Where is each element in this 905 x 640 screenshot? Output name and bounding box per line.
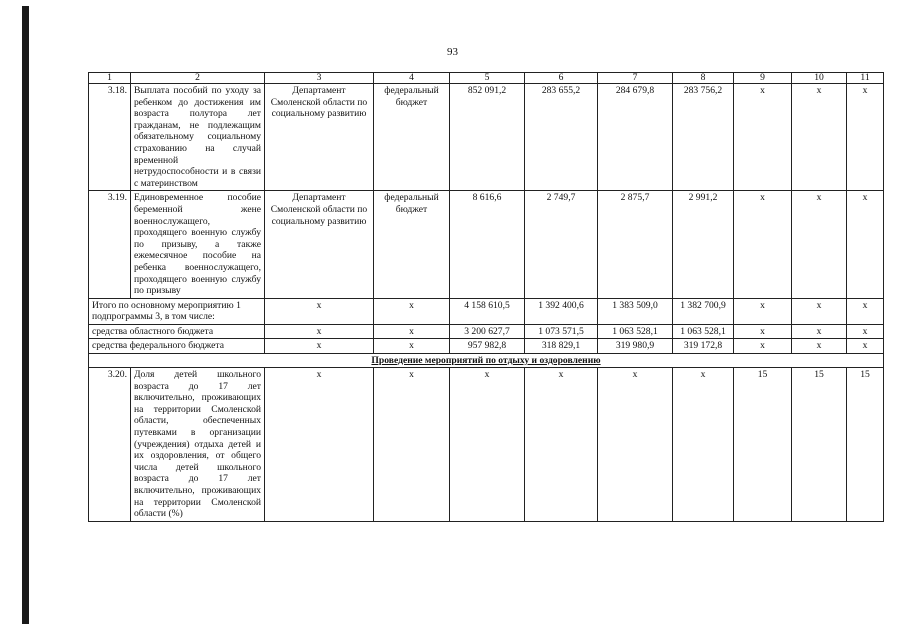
row-number: 3.18. [89, 84, 131, 191]
summary-col-3: x [265, 324, 374, 339]
indicator-1: x [734, 339, 792, 354]
summary-col-3: x [265, 339, 374, 354]
summary-col-4: x [374, 324, 450, 339]
year-1-amount: 2 749,7 [525, 191, 598, 298]
year-2-amount: 319 980,9 [598, 339, 673, 354]
indicator-3: 15 [847, 368, 884, 522]
indicator-1: x [734, 298, 792, 324]
table-row [89, 191, 884, 298]
year-2-amount: 1 383 509,0 [598, 298, 673, 324]
header-cell: 10 [792, 73, 847, 84]
funding-source: федеральный бюджет [374, 191, 450, 298]
year-2-amount: x [598, 368, 673, 522]
executor: Департамент Смоленской области по социальному развитию [265, 84, 374, 191]
indicator-2: x [792, 324, 847, 339]
activity-name: Единовременное пособие беременной жене военнослужащего, проходящего военную службу по призыву, а также ежемесячное пособие на ребенка военнослужащего, проходящего военную службу по призыву [131, 191, 265, 298]
summary-row-regional [89, 324, 884, 339]
indicator-1: 15 [734, 368, 792, 522]
summary-label: средства областного бюджета [89, 324, 265, 339]
header-cell: 6 [525, 73, 598, 84]
indicator-3: x [847, 191, 884, 298]
funding-source: x [374, 368, 450, 522]
row-number: 3.20. [89, 368, 131, 522]
header-cell: 9 [734, 73, 792, 84]
indicator-3: x [847, 298, 884, 324]
indicator-2: x [792, 339, 847, 354]
total-amount: 4 158 610,5 [450, 298, 525, 324]
summary-label: средства федерального бюджета [89, 339, 265, 354]
total-amount: 3 200 627,7 [450, 324, 525, 339]
header-cell: 1 [89, 73, 131, 84]
header-cell: 5 [450, 73, 525, 84]
summary-col-4: x [374, 298, 450, 324]
funding-source: федеральный бюджет [374, 84, 450, 191]
year-3-amount: x [673, 368, 734, 522]
summary-col-4: x [374, 339, 450, 354]
summary-row-federal [89, 339, 884, 354]
total-amount: 8 616,6 [450, 191, 525, 298]
year-2-amount: 2 875,7 [598, 191, 673, 298]
header-cell: 3 [265, 73, 374, 84]
indicator-2: 15 [792, 368, 847, 522]
table-row [89, 368, 884, 522]
header-row [89, 73, 884, 84]
header-cell: 11 [847, 73, 884, 84]
header-cell: 4 [374, 73, 450, 84]
indicator-3: x [847, 324, 884, 339]
indicator-1: x [734, 324, 792, 339]
year-3-amount: 283 756,2 [673, 84, 734, 191]
total-amount: 957 982,8 [450, 339, 525, 354]
budget-table [88, 72, 884, 522]
year-3-amount: 2 991,2 [673, 191, 734, 298]
summary-col-3: x [265, 298, 374, 324]
indicator-1: x [734, 191, 792, 298]
indicator-2: x [792, 84, 847, 191]
indicator-3: x [847, 84, 884, 191]
indicator-name: Доля детей школьного возраста до 17 лет включительно, проживающих на территории Смоленской области, обеспеченных путевками в организации (учреждения) отдыха детей и их оздоровления, от общего числа детей школьного возраста до 17 лет включительно, проживающих на территории Смоленской области (%) [131, 368, 265, 522]
activity-name: Выплата пособий по уходу за ребенком до достижения им возраста полутора лет гражданам, не подлежащим обязательному социальному страхованию на случай временной нетрудоспособности и в связи с материнством [131, 84, 265, 191]
year-1-amount: 283 655,2 [525, 84, 598, 191]
header-cell: 8 [673, 73, 734, 84]
executor: Департамент Смоленской области по социальному развитию [265, 191, 374, 298]
executor: x [265, 368, 374, 522]
scan-edge-bar [22, 6, 29, 624]
header-cell: 2 [131, 73, 265, 84]
section-title: Проведение мероприятий по отдыху и оздоровлению [89, 354, 884, 368]
section-row [89, 354, 884, 368]
year-1-amount: 318 829,1 [525, 339, 598, 354]
year-1-amount: 1 073 571,5 [525, 324, 598, 339]
year-1-amount: x [525, 368, 598, 522]
year-1-amount: 1 392 400,6 [525, 298, 598, 324]
indicator-2: x [792, 298, 847, 324]
year-2-amount: 1 063 528,1 [598, 324, 673, 339]
table-row [89, 84, 884, 191]
year-3-amount: 1 063 528,1 [673, 324, 734, 339]
summary-row-total [89, 298, 884, 324]
year-2-amount: 284 679,8 [598, 84, 673, 191]
header-cell: 7 [598, 73, 673, 84]
total-amount: 852 091,2 [450, 84, 525, 191]
total-amount: x [450, 368, 525, 522]
summary-label: Итого по основному мероприятию 1 подпрограммы 3, в том числе: [89, 298, 265, 324]
year-3-amount: 1 382 700,9 [673, 298, 734, 324]
row-number: 3.19. [89, 191, 131, 298]
year-3-amount: 319 172,8 [673, 339, 734, 354]
page-number: 93 [447, 46, 458, 58]
indicator-1: x [734, 84, 792, 191]
indicator-2: x [792, 191, 847, 298]
indicator-3: x [847, 339, 884, 354]
